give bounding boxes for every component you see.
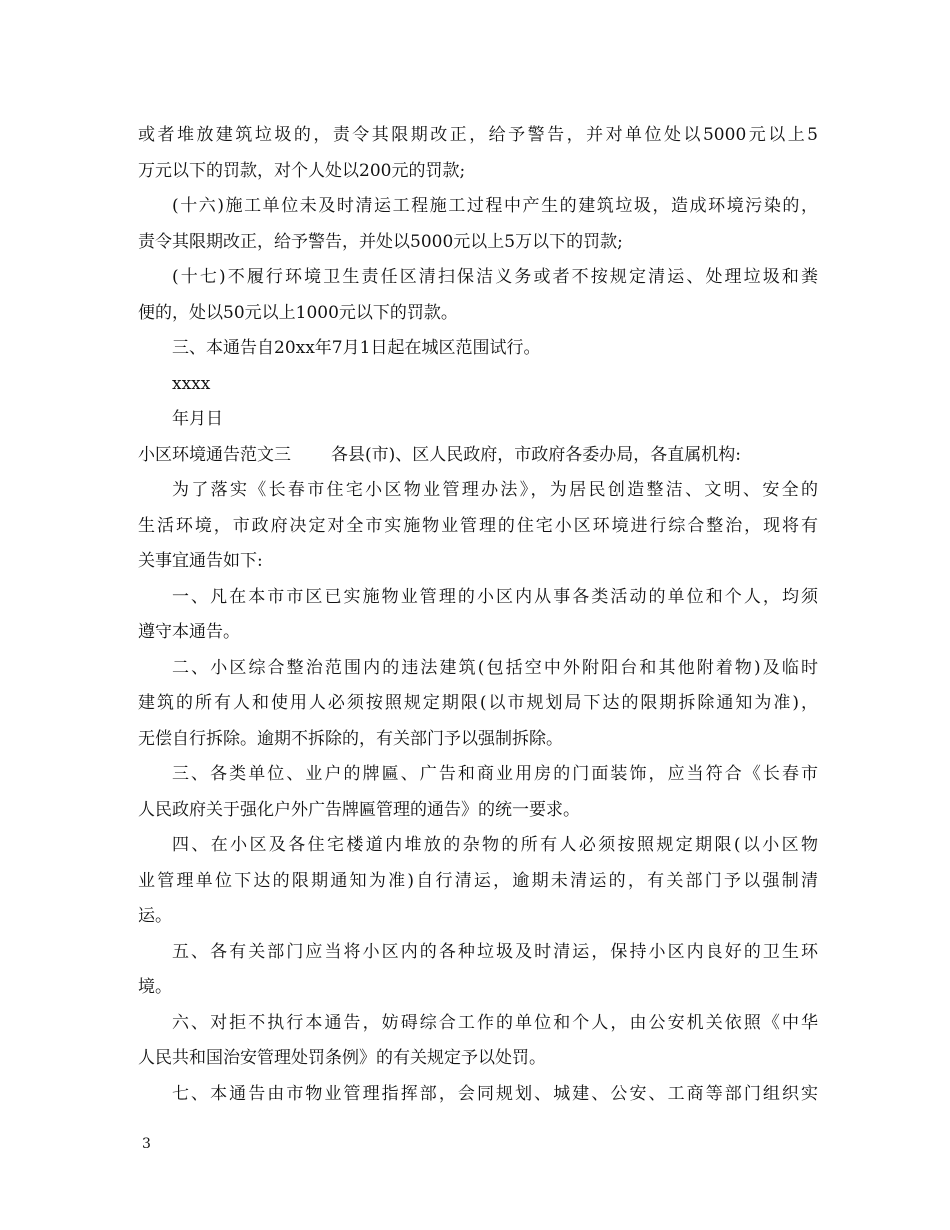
page-number: 3 [142,1136,151,1152]
text-line: 关事宜通告如下: [138,551,263,571]
document-body [138,118,818,1112]
text-line: 境。 [138,977,172,997]
text-line: 责令其限期改正，给予警告，并处以5000元以上5万以下的罚款; [138,231,623,252]
text-line: (十七)不履行环境卫生责任区清扫保洁义务或者不按规定清运、处理垃圾和粪 [172,267,818,287]
section-heading: 小区环境通告范文三 [138,444,291,465]
text-line: xxxx [172,373,211,394]
text-line: 无偿自行拆除。逾期不拆除的，有关部门予以强制拆除。 [138,728,563,749]
addressee-line: 各县(市)、区人民政府，市政府各委办局，各直属机构: [331,444,741,465]
text-line: 运。 [138,906,172,926]
text-line: 便的，处以50元以上1000元以下的罚款。 [138,302,458,323]
text-line: 万元以下的罚款，对个人处以200元的罚款; [138,160,466,181]
text-line: 人民政府关于强化户外广告牌匾管理的通告》的统一要求。 [138,799,580,820]
text-line: 或者堆放建筑垃圾的，责令其限期改正，给予警告，并对单位处以5000元以上5 [138,125,818,145]
text-line: 建筑的所有人和使用人必须按照规定期限(以市规划局下达的限期拆除通知为准)， [138,693,818,713]
text-line: 一、凡在本市市区已实施物业管理的小区内从事各类活动的单位和个人，均须 [172,586,818,607]
text-line: 年月日 [172,409,223,429]
text-line: 四、在小区及各住宅楼道内堆放的杂物的所有人必须按照规定期限(以小区物 [172,835,818,855]
text-line: 二、小区综合整治范围内的违法建筑(包括空中外附阳台和其他附着物)及临时 [172,657,818,678]
text-line: 六、对拒不执行本通告，妨碍综合工作的单位和个人，由公安机关依照《中华 [172,1012,818,1033]
text-line: 七、本通告由市物业管理指挥部，会同规划、城建、公安、工商等部门组织实 [172,1083,818,1104]
text-line: (十六)施工单位未及时清运工程施工过程中产生的建筑垃圾，造成环境污染的， [172,196,818,216]
text-line: 为了落实《长春市住宅小区物业管理办法》，为居民创造整洁、文明、安全的 [172,480,818,500]
text-line [138,438,818,474]
text-line: 业管理单位下达的限期通知为准)自行清运，逾期未清运的，有关部门予以强制清 [138,870,818,891]
text-line: 三、本通告自20xx年7月1日起在城区范围试行。 [172,338,541,358]
text-line: 遵守本通告。 [138,622,240,642]
text-line: 人民共和国治安管理处罚条例》的有关规定予以处罚。 [138,1048,546,1068]
text-line: 五、各有关部门应当将小区内的各种垃圾及时清运，保持小区内良好的卫生环 [172,941,818,962]
text-line: 生活环境，市政府决定对全市实施物业管理的住宅小区环境进行综合整治，现将有 [138,515,818,536]
text-line: 三、各类单位、业户的牌匾、广告和商业用房的门面装饰，应当符合《长春市 [172,764,818,784]
